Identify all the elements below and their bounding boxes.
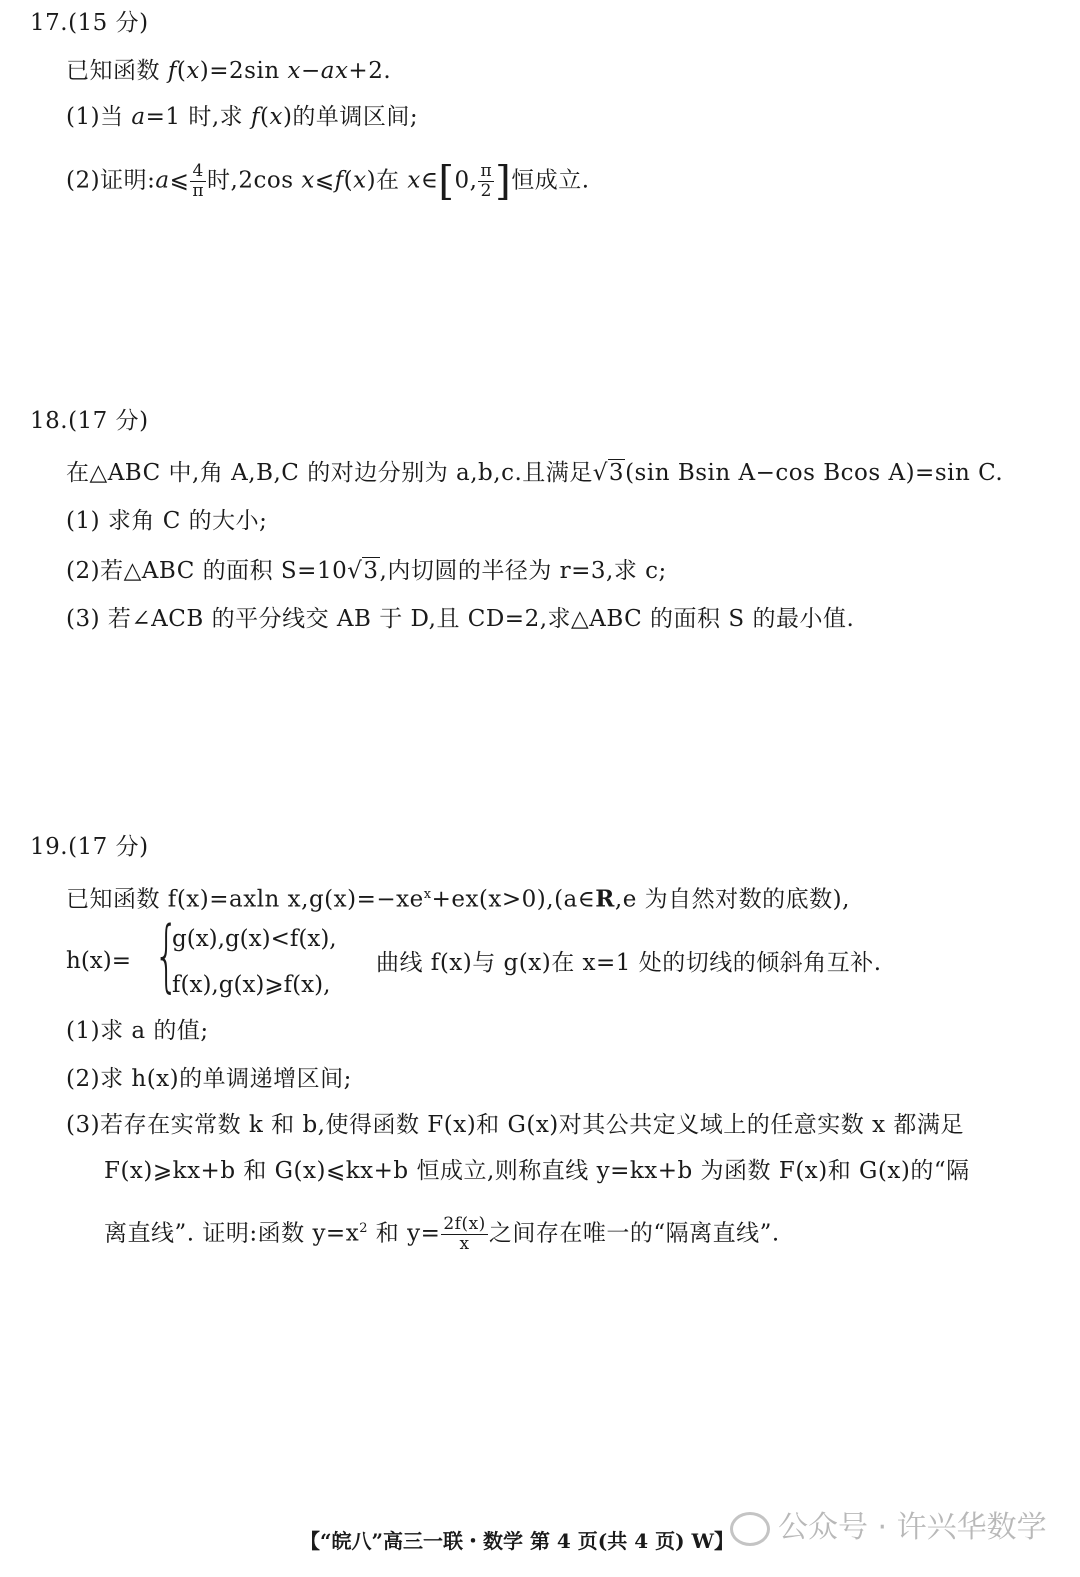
q18-points: (17 分) [68,408,149,434]
q17-part2: (2)证明:a⩽ $\frac{4}{\pi}$ 时,2cos x⩽f(x)在 x∈[0, $\frac{\pi}{2}$ ]恒成立. [66,158,590,205]
fraction-2fx-over-x: $\frac{2f(x)}{x}$ [443,1214,486,1255]
left-brace: { [154,911,179,1001]
fraction-4-over-pi: $\frac{4}{\pi}$ [192,161,205,201]
q19-part3-line1: (3)若存在实常数 k 和 b,使得函数 F(x)和 G(x)对其公共定义域上的任意实数 x 都满足 [66,1112,964,1138]
q19-part3-line2: F(x)⩾kx+b 和 G(x)⩽kx+b 恒成立,则称直线 y=kx+b 为函数 F(x)和 G(x)的“隔 [104,1158,970,1184]
q19-piecewise [66,911,406,1001]
h-label: h(x)= [66,948,132,974]
q17-header [30,8,149,38]
page-footer: 【“皖八”高三一联・数学 第 4 页(共 4 页) W】 [300,1529,735,1553]
q19-points: (17 分) [68,834,149,860]
q19-header [30,832,149,862]
q18-part1: (1) 求角 C 的大小; [66,508,268,534]
q18-header [30,406,149,436]
watermark [730,1508,1047,1548]
q19-part3-line3: 离直线”. 证明:函数 $y=x^2$ 和 y= $\frac{2f(x)}{x}$ 之间存在唯一的“隔离直线”. [104,1214,780,1255]
piecewise-case-1: g(x),g(x)<f(x), [172,926,337,952]
q17-number: 17. [30,10,69,36]
fraction-pi-over-2: $\frac{\pi}{2}$ [480,161,493,201]
q18-number: 18. [30,408,69,434]
piecewise-case-2: f(x),g(x)⩾f(x), [172,972,331,998]
q18-part3: (3) 若∠ACB 的平分线交 AB 于 D,且 CD=2,求△ABC 的面积 S 的最小值. [66,606,855,632]
q17-stem: 已知函数 f(x)=2sin x−ax+2. [66,58,392,84]
q19-part1: (1)求 a 的值; [66,1018,209,1044]
q19-part2: (2)求 h(x)的单调递增区间; [66,1066,352,1092]
q19-number: 19. [30,834,69,860]
q17-part1: (1)当 a=1 时,求 f(x)的单调区间; [66,104,419,130]
right-bracket: ] [495,158,512,205]
watermark-text: 公众号 · 许兴华数学 [778,1510,1047,1545]
wechat-icon [730,1512,770,1546]
q19-h-tail: 曲线 f(x)与 g(x)在 x=1 处的切线的倾斜角互补. [376,950,882,976]
q19-stem: 已知函数 f(x)=axln $x,g(x)=-xe^x+ex(x>0),(a\in R,e$ 为自然对数的底数), [66,885,850,913]
q18-stem: 在△ABC 中,角 A,B,C 的对边分别为 a,b,c.且满足√3(sin Bsin A−cos Bcos A)=sin C. [66,460,1004,486]
q18-part2: (2)若△ABC 的面积 S=10√3,内切圆的半径为 r=3,求 c; [66,558,667,584]
q17-points: (15 分) [68,10,149,36]
left-bracket: [ [438,158,455,205]
